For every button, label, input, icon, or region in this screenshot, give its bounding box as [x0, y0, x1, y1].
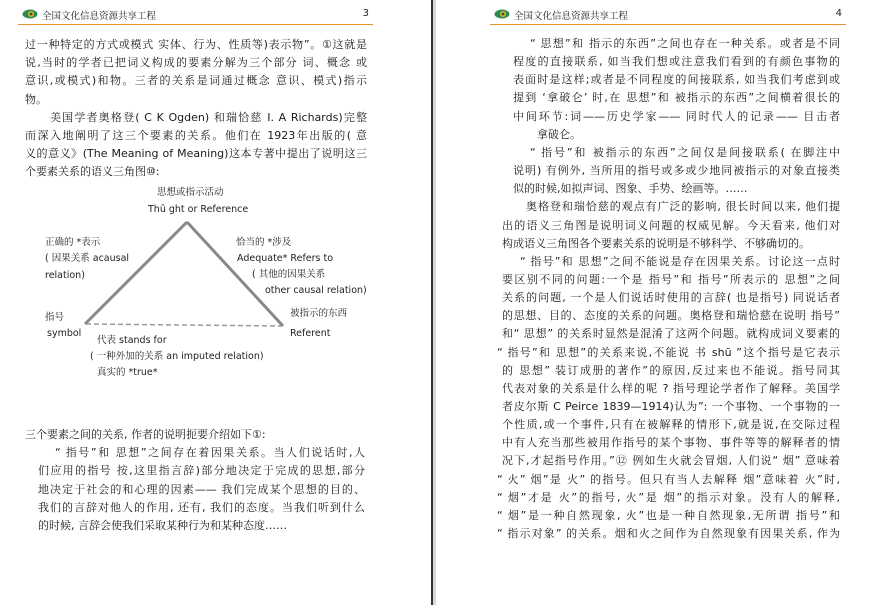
text-line: 三个要素之间的关系, 作者的说明扼要介绍如下①:: [25, 428, 266, 441]
text-line: “ 火” 烟”是 火” 的指号。但只有当人去解释 烟”意味着 火”时,: [497, 472, 840, 486]
symbol-label: 指号: [45, 312, 65, 323]
left-side-label: 正确的 *表示: [45, 237, 101, 248]
apex-label-en: Thū ght or Reference: [148, 204, 249, 215]
text-line: 说明) 有例外, 当所用的指号或多或少地同被指示的对象直接类: [513, 164, 840, 178]
text-line: 而深入地阐明了这三个要素的关系。他们在 1923年出版的( 意: [25, 129, 367, 142]
text-line: 我们的言辞对他人的作用, 还有, 我们的态度。当我们听到什么: [38, 500, 365, 514]
text-line: “ 指号”和 被指示的东西”之间仅是间接联系( 在脚注中: [530, 145, 840, 159]
right-side-label: ( 其他的因果关系: [252, 269, 326, 280]
right-side-label: 恰当的 *涉及: [236, 237, 292, 248]
text-line: 美国学者奥格登( C K Ogden) 和瑞恰慈 I. A Richards)完整: [50, 110, 367, 124]
text-line: 中间环节:词——历史学家—— 同时代人的记录—— 目击者: [513, 109, 840, 123]
text-line: 的 思想” 装订成册的著作”的原因,反过来也不能说。指号同其: [502, 363, 840, 377]
left-page: [0, 0, 432, 605]
text-line: “ 烟”是一种自然现象, 火”也是一种自然现象,无所谓 指号”和: [497, 508, 840, 522]
text-line: 拿破仑。: [537, 127, 581, 141]
text-line: 代表对象的关系是什么样的呢 ? 指号理论学者作了解释。美国学: [502, 381, 840, 395]
left-side-label: relation): [45, 270, 85, 281]
text-line: 出的语义三角图是说明词义问题的权威见解。今天看来, 他们对: [502, 218, 840, 232]
text-line: “ 烟”才是 火”的指号, 火”是 烟”的指示对象。没有人的解释,: [497, 490, 840, 504]
text-line: 要区别不同的问题:一个是 指号”和 指号”所表示的 思想”之间: [502, 272, 840, 286]
text-line: 提到 ‘拿破仑’ 时,在 思想”和 被指示的东西”之间横着很长的: [513, 91, 840, 105]
page-number: 4: [835, 8, 842, 19]
text-line: 们应用的指号 按,这里指言辞)部分地决定于完成的思想,部分: [38, 464, 365, 478]
base-label: 真实的 *true*: [97, 367, 158, 378]
text-line: 构成语义三角图各个要素关系的说明是不够科学、不够确切的。: [502, 236, 810, 250]
header-title: 全国文化信息资源共享工程: [42, 11, 157, 22]
text-line: 中有人充当那些被用作指号的某个事物、事件等等的解释者的情: [502, 436, 840, 450]
text-line: “ 指号”和 思想”之间不能说是存在因果关系。讨论这一点时: [520, 254, 840, 268]
text-line: “ 指示对象” 的关系。烟和火之间作为自然现象有因果关系, 作为: [497, 527, 840, 541]
base-label: 代表 stands for: [97, 335, 167, 346]
text-line: 说,当时的学者已把词义构成的要素分解为三个部分 词、概念 或: [25, 56, 367, 70]
text-line: 表面时是这样;或者是不同程度的间接联系, 如当我们考虑到或: [513, 73, 840, 87]
base-label: ( 一种外加的关系 an imputed relation): [90, 351, 264, 362]
text-line: 的时候, 言辞会使我们采取某种行为和某种态度……: [38, 519, 287, 532]
text-line: 程度的直接联系, 如当我们想或注意我们看到的有颜色事物的: [513, 55, 840, 69]
text-line: 似的时候,如拟声词、图象、手势、绘画等。……: [513, 182, 748, 196]
page-number: 3: [362, 8, 369, 19]
referent-label: 被指示的东西: [290, 308, 348, 319]
referent-label: Referent: [290, 328, 331, 339]
symbol-label: symbol: [47, 328, 82, 339]
text-line: “ 指号”和 思想”之间存在着因果关系。当人们说话时,人: [55, 446, 365, 460]
text-line: “ 思想”和 指示的东西”之间也存在一种关系。或者是不同: [530, 37, 840, 50]
triangle-lines: [0, 0, 432, 400]
text-line: 个性质,或一个事件,只有在被解释的情形下,就是说,在交际过程: [502, 418, 840, 432]
text-line: 和“ 思想” 的关系时显然是混淆了这两个问题。就构成词义要素的: [502, 327, 840, 341]
text-line: 物。: [25, 92, 47, 106]
right-page: [436, 0, 877, 605]
text-line: 个要素关系的语义三角图⑩:: [25, 165, 160, 179]
text-line: 过一种特定的方式或模式 实体、行为、性质等)表示物”。①这就是: [25, 38, 367, 51]
header-title: 全国文化信息资源共享工程: [514, 11, 629, 22]
page-header: [490, 6, 846, 25]
text-line: 意识,或模式)和物。三者的关系是词通过概念 意识、模式)指示: [25, 74, 367, 88]
right-side-label: Adequate* Refers to: [237, 253, 334, 264]
text-line: 的思想、目的、态度的关系的问题。奥格登和瑞恰慈在说明 指号”: [502, 309, 840, 323]
text-line: 关系的问题, 一个是人们说话时使用的言辞( 也是指号) 同说话者: [502, 291, 840, 305]
text-line: 况下,才起指号作用。”⑫ 例如生火就会冒烟, 人们说“ 烟” 意味着: [502, 454, 840, 468]
text-line: 者皮尔斯 C Peirce 1839—1914)认为”: 一个事物、一个事物的一: [502, 400, 840, 413]
apex-label-cn: 思想或指示活动: [157, 187, 224, 198]
left-side-label: ( 因果关系 acausal: [45, 253, 130, 264]
text-line: 义的意义》(The Meaning of Meaning)这本专著中提出了说明这三: [25, 147, 367, 161]
right-side-label: other causal relation): [265, 285, 367, 296]
text-line: “ 指号”和 思想”的关系来说,不能说 书 shū ”这个指号是它表示: [497, 345, 840, 359]
text-line: 奥格登和瑞恰慈的观点有广泛的影响, 很长时间以来, 他们提: [526, 200, 840, 214]
text-line: 地决定于社会的和心理的因素—— 我们完成某个思想的目的、: [38, 482, 365, 496]
logo-icon: [494, 9, 510, 19]
